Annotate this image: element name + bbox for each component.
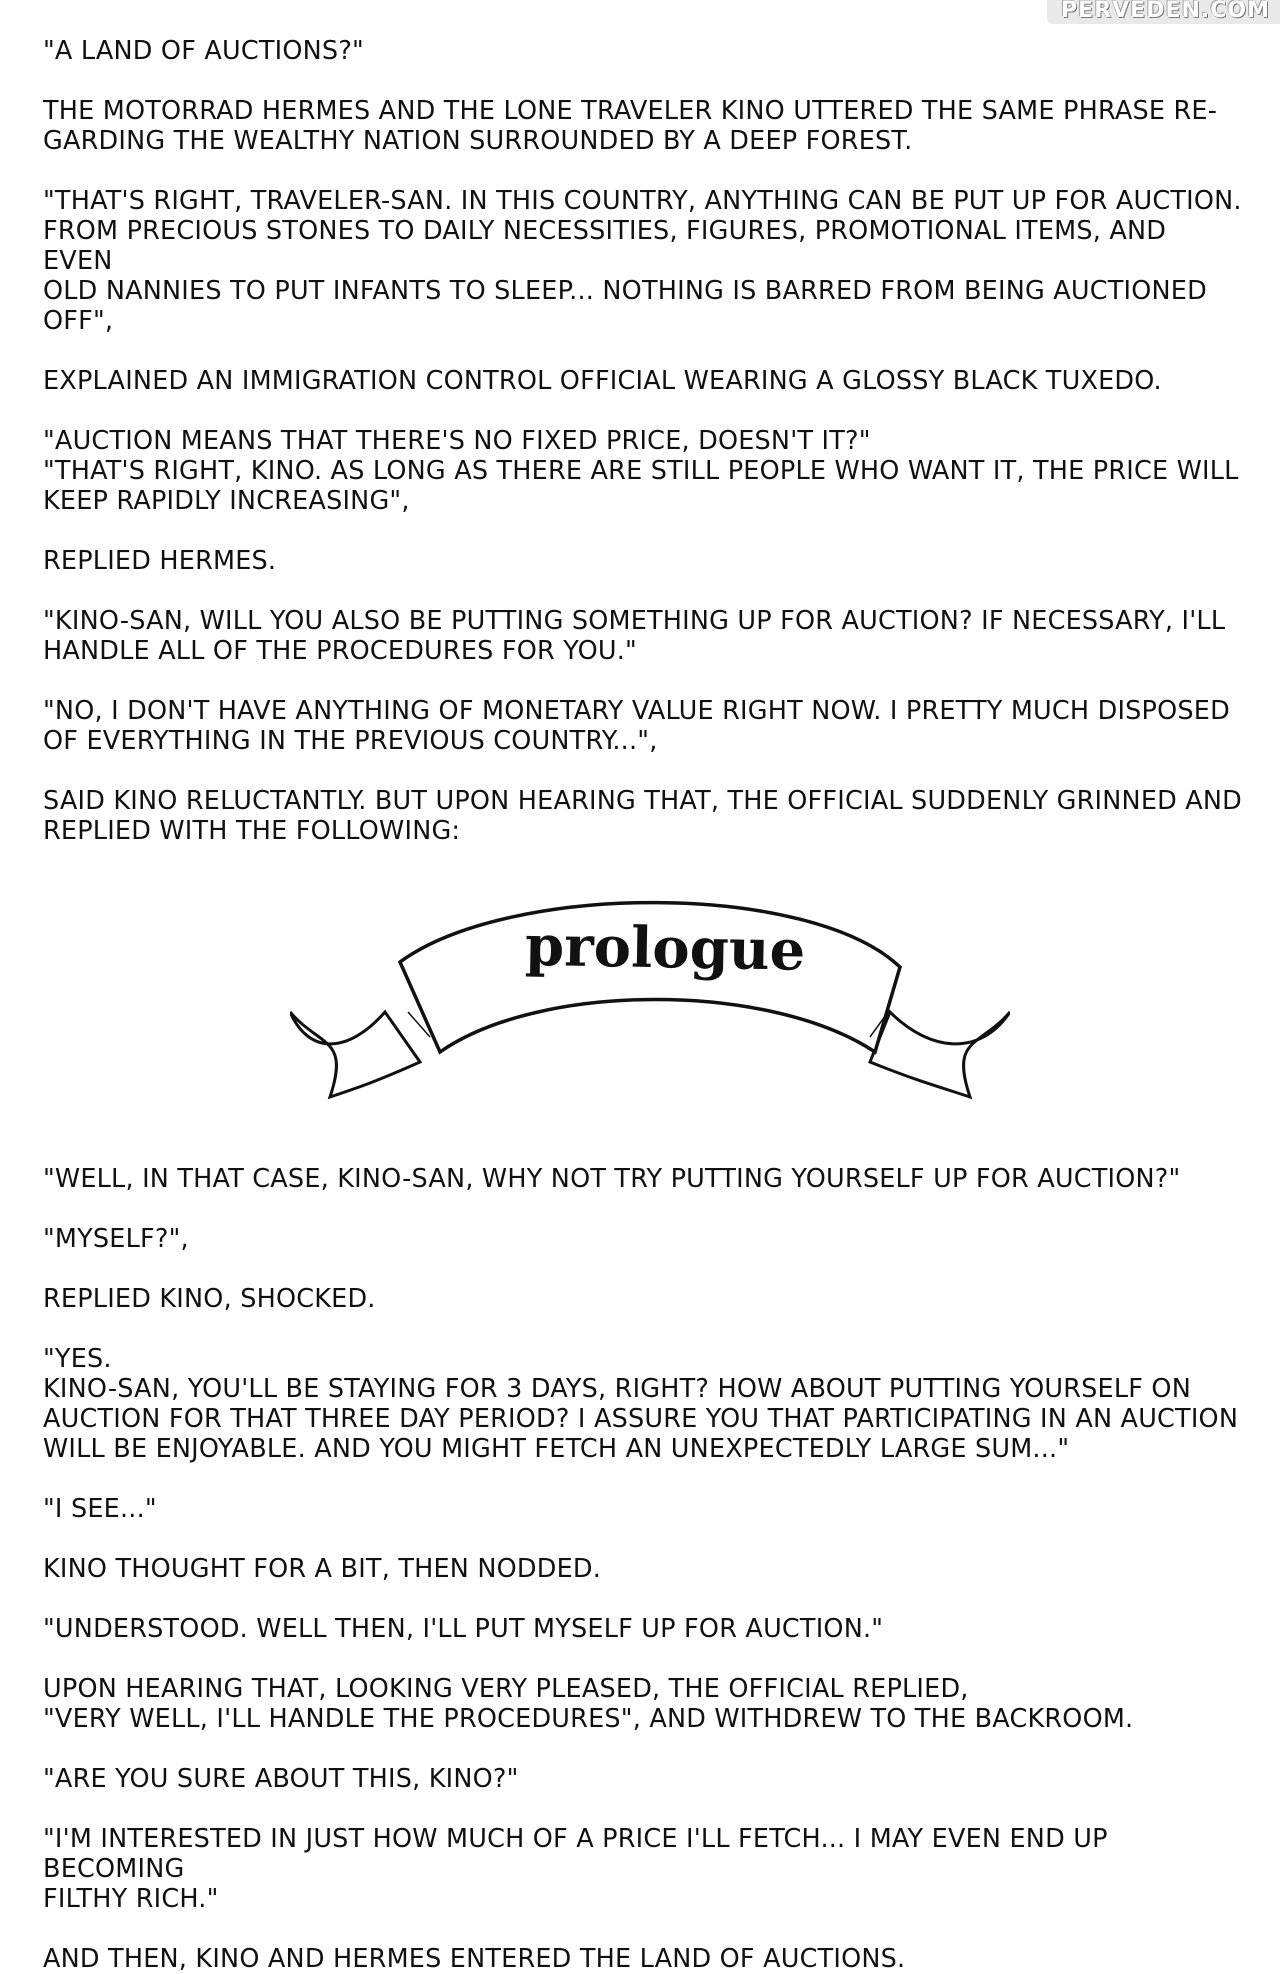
paragraph: "THAT'S RIGHT, TRAVELER-SAN. IN THIS COUNTRY, ANYTHING CAN BE PUT UP FOR AUCTION. FROM PRECIOUS STONES TO DAILY NECESSITIES, FIGURES, PROMOTIONAL ITEMS, AND EVEN OLD NANNIES TO PUT INFANTS TO SLEEP... NOTHING IS BARRED FROM BEING AUCTIONED OFF", <box>43 186 1242 336</box>
paragraph: "I SEE..." <box>43 1494 157 1524</box>
paragraph: "WELL, IN THAT CASE, KINO-SAN, WHY NOT TRY PUTTING YOURSELF UP FOR AUCTION?" <box>43 1164 1181 1194</box>
banner-title: prologue <box>524 912 806 984</box>
paragraph: "NO, I DON'T HAVE ANYTHING OF MONETARY VALUE RIGHT NOW. I PRETTY MUCH DISPOSED OF EVERYTHING IN THE PREVIOUS COUNTRY...", <box>43 696 1230 756</box>
paragraph: THE MOTORRAD HERMES AND THE LONE TRAVELER KINO UTTERED THE SAME PHRASE RE- GARDING THE WEALTHY NATION SURROUNDED BY A DEEP FOREST. <box>43 96 1218 156</box>
paragraph: "YES. KINO-SAN, YOU'LL BE STAYING FOR 3 DAYS, RIGHT? HOW ABOUT PUTTING YOURSELF ON AUCTION FOR THAT THREE DAY PERIOD? I ASSURE YOU THAT PARTICIPATING IN AN AUCTION WILL BE ENJOYABLE. AND YOU MIGHT FETCH AN UNEXPECTEDLY LARGE SUM..." <box>43 1344 1239 1464</box>
paragraph: REPLIED KINO, SHOCKED. <box>43 1284 376 1314</box>
paragraph: "A LAND OF AUCTIONS?" <box>43 36 364 66</box>
paragraph: "UNDERSTOOD. WELL THEN, I'LL PUT MYSELF UP FOR AUCTION." <box>43 1614 884 1644</box>
prologue-banner <box>43 846 1243 1164</box>
paragraph: UPON HEARING THAT, LOOKING VERY PLEASED, THE OFFICIAL REPLIED, "VERY WELL, I'LL HANDLE THE PROCEDURES", AND WITHDREW TO THE BACKROOM. <box>43 1674 1134 1734</box>
ribbon-right-tail <box>870 1012 1010 1097</box>
paragraph: SAID KINO RELUCTANTLY. BUT UPON HEARING THAT, THE OFFICIAL SUDDENLY GRINNED AND REPLIED WITH THE FOLLOWING: <box>43 786 1243 846</box>
ribbon-left-tail <box>290 1012 420 1097</box>
page-body <box>43 36 1243 1974</box>
paragraph: KINO THOUGHT FOR A BIT, THEN NODDED. <box>43 1554 602 1584</box>
paragraph: "ARE YOU SURE ABOUT THIS, KINO?" <box>43 1764 519 1794</box>
watermark: PERVEDEN.COM <box>1047 0 1280 24</box>
paragraph: "MYSELF?", <box>43 1224 189 1254</box>
ribbon-banner-graphic <box>290 862 1010 1112</box>
paragraph: REPLIED HERMES. <box>43 546 277 576</box>
paragraph: EXPLAINED AN IMMIGRATION CONTROL OFFICIAL WEARING A GLOSSY BLACK TUXEDO. <box>43 366 1162 396</box>
paragraph: "AUCTION MEANS THAT THERE'S NO FIXED PRICE, DOESN'T IT?" "THAT'S RIGHT, KINO. AS LONG AS THERE ARE STILL PEOPLE WHO WANT IT, THE PRICE WILL KEEP RAPIDLY INCREASING", <box>43 426 1239 516</box>
paragraph: "KINO-SAN, WILL YOU ALSO BE PUTTING SOMETHING UP FOR AUCTION? IF NECESSARY, I'LL HANDLE ALL OF THE PROCEDURES FOR YOU." <box>43 606 1226 666</box>
paragraph: "I'M INTERESTED IN JUST HOW MUCH OF A PRICE I'LL FETCH... I MAY EVEN END UP BECOMING FILTHY RICH." <box>43 1824 1108 1914</box>
paragraph: AND THEN, KINO AND HERMES ENTERED THE LAND OF AUCTIONS. <box>43 1944 906 1974</box>
